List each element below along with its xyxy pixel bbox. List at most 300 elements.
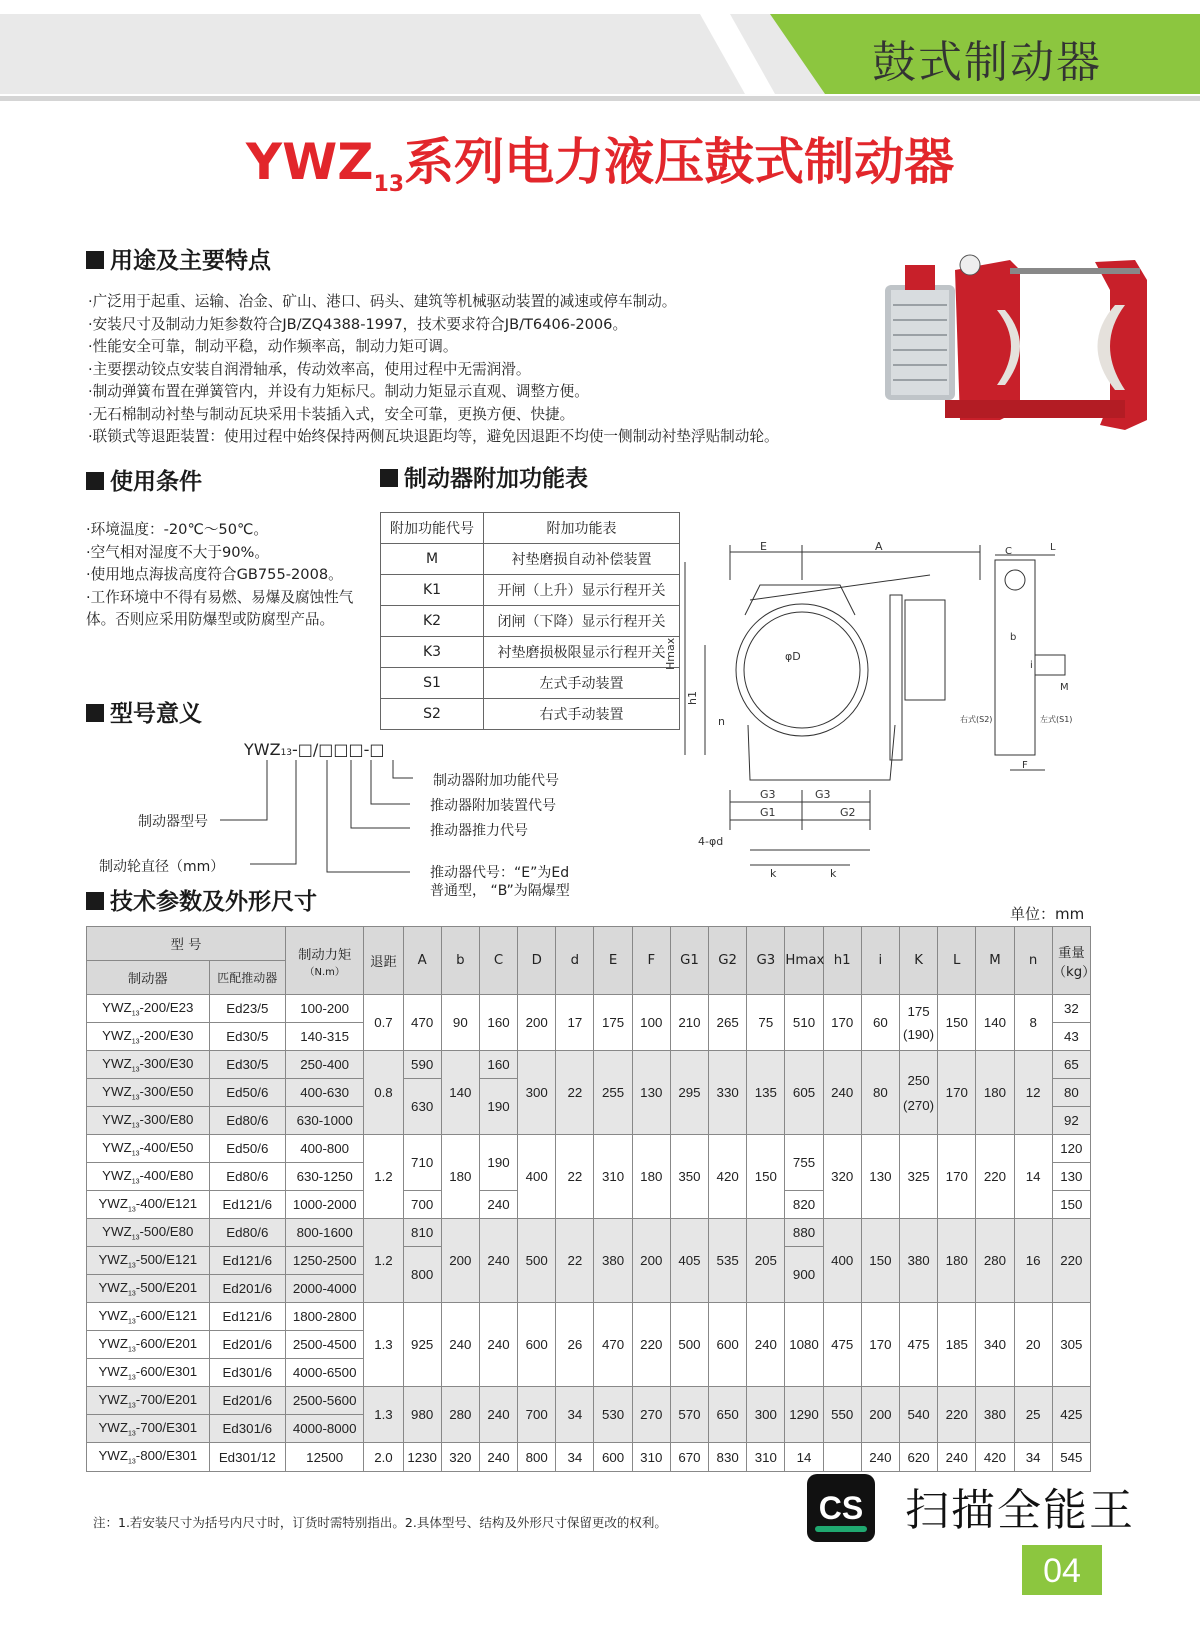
dim-label: G2: [840, 806, 856, 819]
model-meaning-lines: [200, 760, 460, 880]
cell-pusher: Ed121/6: [209, 1247, 285, 1275]
cell: 470: [594, 1303, 632, 1387]
header-divider: [0, 96, 1200, 101]
cell: 1230: [403, 1443, 441, 1472]
cell: 500: [518, 1219, 556, 1303]
feature-item: ·制动弹簧布置在弹簧管内，并设有力矩标尺。制动力矩显示直观、调整方便。: [88, 383, 589, 400]
cell: 190: [479, 1135, 517, 1191]
model-code: YWZ13-□/□□□-□: [244, 740, 385, 759]
condition-item: ·工作环境中不得有易燃、易爆及腐蚀性气体。否则应采用防爆型或防腐型产品。: [86, 588, 354, 628]
dim-label: G1: [760, 806, 776, 819]
func-desc: 衬垫磨损极限显示行程开关: [484, 637, 680, 668]
func-code: K3: [381, 637, 484, 668]
page-number: 04: [1022, 1545, 1102, 1595]
side-view-drawing: [960, 540, 1110, 775]
cell-model: $YWZ_{13}-600/E201$: [87, 1331, 210, 1359]
cell: 800: [518, 1443, 556, 1472]
th-dim: G2: [709, 927, 747, 995]
cell-weight: 220: [1052, 1219, 1090, 1303]
cell: 25: [1014, 1387, 1052, 1443]
cell: 755: [785, 1135, 823, 1191]
th-weight: 重量 （kg）: [1052, 927, 1090, 995]
cell: 925: [403, 1303, 441, 1387]
cell: 710: [403, 1135, 441, 1191]
cell: 280: [441, 1387, 479, 1443]
cell: 34: [556, 1443, 594, 1472]
cell: 400: [518, 1135, 556, 1219]
cell: 135: [747, 1051, 785, 1135]
conditions-heading: 使用条件: [86, 463, 202, 496]
cell: 220: [938, 1387, 976, 1443]
table-row: [87, 1051, 1091, 1079]
cell-weight: 130: [1052, 1163, 1090, 1191]
cell: 34: [556, 1387, 594, 1443]
th-dim: i: [861, 927, 899, 995]
cell: 700: [403, 1191, 441, 1219]
cell: 500: [670, 1303, 708, 1387]
func-table-heading: 制动器附加功能表: [380, 460, 588, 493]
cell-model: $YWZ_{13}-200/E23$: [87, 995, 210, 1023]
cell: 220: [632, 1303, 670, 1387]
table-row: [381, 668, 680, 699]
table-row: [87, 927, 1091, 961]
cell-weight: 150: [1052, 1191, 1090, 1219]
cell: 12: [1014, 1051, 1052, 1135]
table-row: [381, 575, 680, 606]
cell-torque: 12500: [285, 1443, 363, 1472]
cell: 185: [938, 1303, 976, 1387]
cell: 470: [403, 995, 441, 1051]
cell-torque: 4000-8000: [285, 1415, 363, 1443]
cell: 270: [632, 1387, 670, 1443]
cell: 650: [709, 1387, 747, 1443]
cell: 22: [556, 1219, 594, 1303]
cell: 420: [709, 1135, 747, 1219]
cell-pusher: Ed23/5: [209, 995, 285, 1023]
label-extra-func: 制动器附加功能代号: [433, 773, 559, 789]
th-torque: 制动力矩 （N.m）: [285, 927, 363, 995]
th-dim: G1: [670, 927, 708, 995]
cell: 475: [823, 1303, 861, 1387]
th-dim: L: [938, 927, 976, 995]
cell: 320: [441, 1443, 479, 1472]
table-row: [87, 1303, 1091, 1331]
cell: 100: [632, 995, 670, 1051]
cell: 240: [747, 1303, 785, 1387]
func-desc: 开闸（上升）显示行程开关: [484, 575, 680, 606]
th-dim: C: [479, 927, 517, 995]
dim-label: k: [830, 867, 837, 880]
cell: 535: [709, 1219, 747, 1303]
cell-model: $YWZ_{13}-600/E301$: [87, 1359, 210, 1387]
cell: 220: [976, 1135, 1014, 1219]
th-dim: E: [594, 927, 632, 995]
scanner-watermark: 扫描全能王: [905, 1485, 1135, 1536]
condition-item: ·使用地点海拔高度符合GB755-2008。: [86, 566, 343, 583]
cell: 330: [709, 1051, 747, 1135]
cell: 420: [976, 1443, 1014, 1472]
cell: 22: [556, 1051, 594, 1135]
cell: 240: [479, 1303, 517, 1387]
cell: 180: [441, 1135, 479, 1219]
cell-pusher: Ed80/6: [209, 1107, 285, 1135]
dim-label: A: [875, 540, 883, 553]
cell-model: $YWZ_{13}-300/E80$: [87, 1107, 210, 1135]
cell-model: $YWZ_{13}-800/E301$: [87, 1443, 210, 1472]
cell-pusher: Ed30/5: [209, 1023, 285, 1051]
func-header-desc: 附加功能表: [484, 513, 680, 544]
page-title: [0, 122, 1200, 197]
cell: 180: [632, 1135, 670, 1219]
cell-weight: 92: [1052, 1107, 1090, 1135]
dim-label: 右式(S2): [960, 715, 993, 724]
label-pusher-code-1: 推动器代号：“E”为Ed: [430, 865, 570, 881]
cell: 240: [861, 1443, 899, 1472]
product-image: [885, 250, 1170, 440]
cell: 140: [441, 1051, 479, 1135]
title-prefix: YWZ: [245, 133, 374, 191]
cell: 1080: [785, 1303, 823, 1387]
dim-label: E: [760, 540, 767, 553]
features-list: [88, 291, 928, 449]
scanner-logo: CS: [807, 1474, 875, 1542]
dim-label: M: [1060, 682, 1069, 693]
cell: 255: [594, 1051, 632, 1135]
cell: 1.2: [364, 1135, 403, 1219]
cell-model: $YWZ_{13}-600/E121$: [87, 1303, 210, 1331]
cell: 310: [594, 1135, 632, 1219]
cell: 405: [670, 1219, 708, 1303]
cell-weight: 32: [1052, 995, 1090, 1023]
cell-model: $YWZ_{13}-400/E50$: [87, 1135, 210, 1163]
cell: 670: [670, 1443, 708, 1472]
cell: 600: [594, 1443, 632, 1472]
th-dim: F: [632, 927, 670, 995]
cell-model: $YWZ_{13}-500/E201$: [87, 1275, 210, 1303]
condition-item: ·空气相对湿度不大于90%。: [86, 543, 270, 561]
cell: 810: [403, 1219, 441, 1247]
unit-label: 单位：mm: [1010, 905, 1085, 923]
cell-pusher: Ed30/5: [209, 1051, 285, 1079]
feature-item: ·安装尺寸及制动力矩参数符合JB/ZQ4388-1997，技术要求符合JB/T6406-2006。: [88, 315, 628, 333]
func-desc: 右式手动装置: [484, 699, 680, 730]
cell: 280: [976, 1219, 1014, 1303]
cell: 175 (190): [899, 995, 937, 1051]
model-meaning-heading: 型号意义: [86, 695, 202, 728]
cell-pusher: Ed201/6: [209, 1275, 285, 1303]
table-row: [87, 1387, 1091, 1415]
cell: 250 (270): [899, 1051, 937, 1135]
cell: 200: [632, 1219, 670, 1303]
table-row: [381, 637, 680, 668]
th-dim: M: [976, 927, 1014, 995]
cell-torque: 1250-2500: [285, 1247, 363, 1275]
feature-item: ·性能安全可靠，制动平稳，动作频率高，制动力矩可调。: [88, 338, 458, 355]
th-pusher: 匹配推动器: [209, 961, 285, 995]
dim-label: 4-φd: [698, 835, 724, 848]
cell: 205: [747, 1219, 785, 1303]
cell: 200: [861, 1387, 899, 1443]
cell-pusher: Ed121/6: [209, 1191, 285, 1219]
cell: 17: [556, 995, 594, 1051]
cell: 340: [976, 1303, 1014, 1387]
cell-pusher: Ed80/6: [209, 1219, 285, 1247]
cell-pusher: Ed50/6: [209, 1135, 285, 1163]
cell: 240: [479, 1387, 517, 1443]
dim-label: G3: [760, 788, 776, 801]
cell: 150: [938, 995, 976, 1051]
cell-weight: 305: [1052, 1303, 1090, 1387]
cell: 380: [899, 1219, 937, 1303]
cell: 1.3: [364, 1303, 403, 1387]
table-row: [87, 1135, 1091, 1163]
func-desc: 闭闸（下降）显示行程开关: [484, 606, 680, 637]
cell: 240: [441, 1303, 479, 1387]
cell: 26: [556, 1303, 594, 1387]
dim-label: L: [1050, 542, 1056, 553]
cell: 190: [479, 1079, 517, 1135]
cell: 180: [938, 1219, 976, 1303]
cell-pusher: Ed301/12: [209, 1443, 285, 1472]
func-code: M: [381, 544, 484, 575]
tech-table: [86, 926, 1096, 1472]
title-rest: 系列电力液压鼓式制动器: [404, 133, 955, 191]
cell: 130: [861, 1135, 899, 1219]
func-code: S1: [381, 668, 484, 699]
cell-model: $YWZ_{13}-200/E30$: [87, 1023, 210, 1051]
cell: 620: [899, 1443, 937, 1472]
cell: 310: [632, 1443, 670, 1472]
dim-label: i: [1030, 660, 1033, 671]
label-pusher-extra: 推动器附加装置代号: [430, 798, 556, 814]
cell-torque: 250-400: [285, 1051, 363, 1079]
cell: 380: [976, 1387, 1014, 1443]
th-dim: n: [1014, 927, 1052, 995]
cell: 8: [1014, 995, 1052, 1051]
cell: 240: [479, 1219, 517, 1303]
cell: 1.2: [364, 1219, 403, 1303]
cell: 800: [403, 1247, 441, 1303]
cell: 700: [518, 1387, 556, 1443]
dim-label: Hmax: [664, 637, 677, 670]
func-code: K2: [381, 606, 484, 637]
th-dim: G3: [747, 927, 785, 995]
th-dim: D: [518, 927, 556, 995]
dim-label: n: [718, 715, 725, 728]
cell: 590: [403, 1051, 441, 1079]
cell: 0.7: [364, 995, 403, 1051]
cell-weight: 65: [1052, 1051, 1090, 1079]
cell: 80: [861, 1051, 899, 1135]
title-subscript: 13: [373, 172, 405, 197]
footnote: 注：1.若安装尺寸为括号内尺寸时，订货时需特别指出。2.具体型号、结构及外形尺寸保留更改的权利。: [93, 1515, 667, 1530]
cell: 600: [518, 1303, 556, 1387]
cell-weight: 43: [1052, 1023, 1090, 1051]
cell-weight: 545: [1052, 1443, 1090, 1472]
th-retreat: 退距: [364, 927, 403, 995]
cell: 170: [938, 1051, 976, 1135]
cell: 240: [938, 1443, 976, 1472]
cell: 830: [709, 1443, 747, 1472]
cell-model: $YWZ_{13}-300/E50$: [87, 1079, 210, 1107]
cell: 14: [1014, 1135, 1052, 1219]
cell: 170: [861, 1303, 899, 1387]
cell-torque: 2500-5600: [285, 1387, 363, 1415]
th-dim: A: [403, 927, 441, 995]
cell: 380: [594, 1219, 632, 1303]
table-row: [381, 606, 680, 637]
cell: 150: [747, 1135, 785, 1219]
th-dim: b: [441, 927, 479, 995]
func-desc: 衬垫磨损自动补偿装置: [484, 544, 680, 575]
th-dim: Hmax: [785, 927, 823, 995]
cell: 160: [479, 995, 517, 1051]
cell: 175: [594, 995, 632, 1051]
cell: 240: [479, 1443, 517, 1472]
feature-item: ·主要摆动铰点安装自润滑轴承，传动效率高，使用过程中无需润滑。: [88, 360, 531, 378]
func-desc: 左式手动装置: [484, 668, 680, 699]
cell: 160: [479, 1051, 517, 1079]
cell-pusher: Ed80/6: [209, 1163, 285, 1191]
feature-item: ·广泛用于起重、运输、冶金、矿山、港口、码头、建筑等机械驱动装置的减速或停车制动。: [88, 293, 677, 310]
dim-label: b: [1010, 632, 1017, 643]
cell: 570: [670, 1387, 708, 1443]
cell: 60: [861, 995, 899, 1051]
cell: 14: [785, 1443, 823, 1472]
dim-label: G3: [815, 788, 831, 801]
cell: 600: [709, 1303, 747, 1387]
cell: [823, 1443, 861, 1472]
label-pusher-force: 推动器推力代号: [430, 823, 528, 839]
table-row: [381, 544, 680, 575]
cell: 75: [747, 995, 785, 1051]
cell: 320: [823, 1135, 861, 1219]
conditions-list: [86, 519, 376, 632]
cell: 475: [899, 1303, 937, 1387]
cell: 265: [709, 995, 747, 1051]
cell: 900: [785, 1247, 823, 1303]
condition-item: ·环境温度：-20℃～50℃。: [86, 521, 268, 538]
cell: 90: [441, 995, 479, 1051]
cell-torque: 2500-4500: [285, 1331, 363, 1359]
cell-model: $YWZ_{13}-700/E201$: [87, 1387, 210, 1415]
cell: 510: [785, 995, 823, 1051]
cell: 34: [1014, 1443, 1052, 1472]
table-row: [87, 1219, 1091, 1247]
cell: 170: [938, 1135, 976, 1219]
cell: 22: [556, 1135, 594, 1219]
cell: 200: [518, 995, 556, 1051]
cell-torque: 400-800: [285, 1135, 363, 1163]
dim-label: φD: [785, 650, 801, 663]
cell: 130: [632, 1051, 670, 1135]
cell: 530: [594, 1387, 632, 1443]
tech-heading: 技术参数及外形尺寸: [86, 883, 317, 916]
cell: 1.3: [364, 1387, 403, 1443]
label-wheel-dia: 制动轮直径（mm）: [99, 859, 225, 875]
cell-torque: 2000-4000: [285, 1275, 363, 1303]
cell-model: $YWZ_{13}-300/E30$: [87, 1051, 210, 1079]
cell: 880: [785, 1219, 823, 1247]
cell: 300: [518, 1051, 556, 1135]
dim-label: h1: [686, 691, 699, 705]
th-dim: h1: [823, 927, 861, 995]
cell-torque: 630-1000: [285, 1107, 363, 1135]
cell: 200: [441, 1219, 479, 1303]
cell-model: $YWZ_{13}-700/E301$: [87, 1415, 210, 1443]
th-dim: d: [556, 927, 594, 995]
cell: 20: [1014, 1303, 1052, 1387]
cell: 605: [785, 1051, 823, 1135]
cell: 350: [670, 1135, 708, 1219]
cell-torque: 140-315: [285, 1023, 363, 1051]
cell: 180: [976, 1051, 1014, 1135]
cell-pusher: Ed301/6: [209, 1415, 285, 1443]
cell-pusher: Ed301/6: [209, 1359, 285, 1387]
cell-torque: 4000-6500: [285, 1359, 363, 1387]
cell: 0.8: [364, 1051, 403, 1135]
label-brake-model: 制动器型号: [138, 814, 208, 830]
cell-pusher: Ed50/6: [209, 1079, 285, 1107]
cell: 540: [899, 1387, 937, 1443]
table-row: [87, 1443, 1091, 1472]
cell-model: $YWZ_{13}-500/E121$: [87, 1247, 210, 1275]
table-row: [381, 699, 680, 730]
cell-pusher: Ed201/6: [209, 1331, 285, 1359]
cell: 240: [823, 1051, 861, 1135]
feature-item: ·无石棉制动衬垫与制动瓦块采用卡装插入式，安全可靠，更换方便、快捷。: [88, 405, 575, 423]
cell: 300: [747, 1387, 785, 1443]
cell: 295: [670, 1051, 708, 1135]
cell-torque: 1800-2800: [285, 1303, 363, 1331]
cell: 400: [823, 1219, 861, 1303]
cell-pusher: Ed201/6: [209, 1387, 285, 1415]
cell-model: $YWZ_{13}-400/E80$: [87, 1163, 210, 1191]
cell: 325: [899, 1135, 937, 1219]
cell: 550: [823, 1387, 861, 1443]
cell: 140: [976, 995, 1014, 1051]
cell: 210: [670, 995, 708, 1051]
features-heading: 用途及主要特点: [86, 242, 271, 275]
cell-model: $YWZ_{13}-400/E121$: [87, 1191, 210, 1219]
func-header-code: 附加功能代号: [381, 513, 484, 544]
dim-label: C: [1005, 546, 1012, 557]
th-brake: 制动器: [87, 961, 210, 995]
cell: 2.0: [364, 1443, 403, 1472]
cell: 630: [403, 1079, 441, 1135]
th-dim: K: [899, 927, 937, 995]
cell: 980: [403, 1387, 441, 1443]
feature-item: ·联锁式等退距装置：使用过程中始终保持两侧瓦块退距均等，避免因退距不均使一侧制动衬垫浮贴制动轮。: [88, 428, 779, 445]
cell: 310: [747, 1443, 785, 1472]
dim-label: k: [770, 867, 777, 880]
func-code: S2: [381, 699, 484, 730]
category-title: 鼓式制动器: [872, 37, 1102, 88]
cell: 820: [785, 1191, 823, 1219]
table-row: [381, 513, 680, 544]
cell-torque: 100-200: [285, 995, 363, 1023]
dim-label: F: [1022, 760, 1028, 771]
func-table: [380, 512, 680, 730]
cell-weight: 80: [1052, 1079, 1090, 1107]
cell: 16: [1014, 1219, 1052, 1303]
cell: 240: [479, 1191, 517, 1219]
cell-weight: 120: [1052, 1135, 1090, 1163]
cell-torque: 630-1250: [285, 1163, 363, 1191]
cell-model: $YWZ_{13}-500/E80$: [87, 1219, 210, 1247]
label-pusher-code-2: 普通型， “B”为隔爆型: [430, 883, 570, 899]
cell: 150: [861, 1219, 899, 1303]
